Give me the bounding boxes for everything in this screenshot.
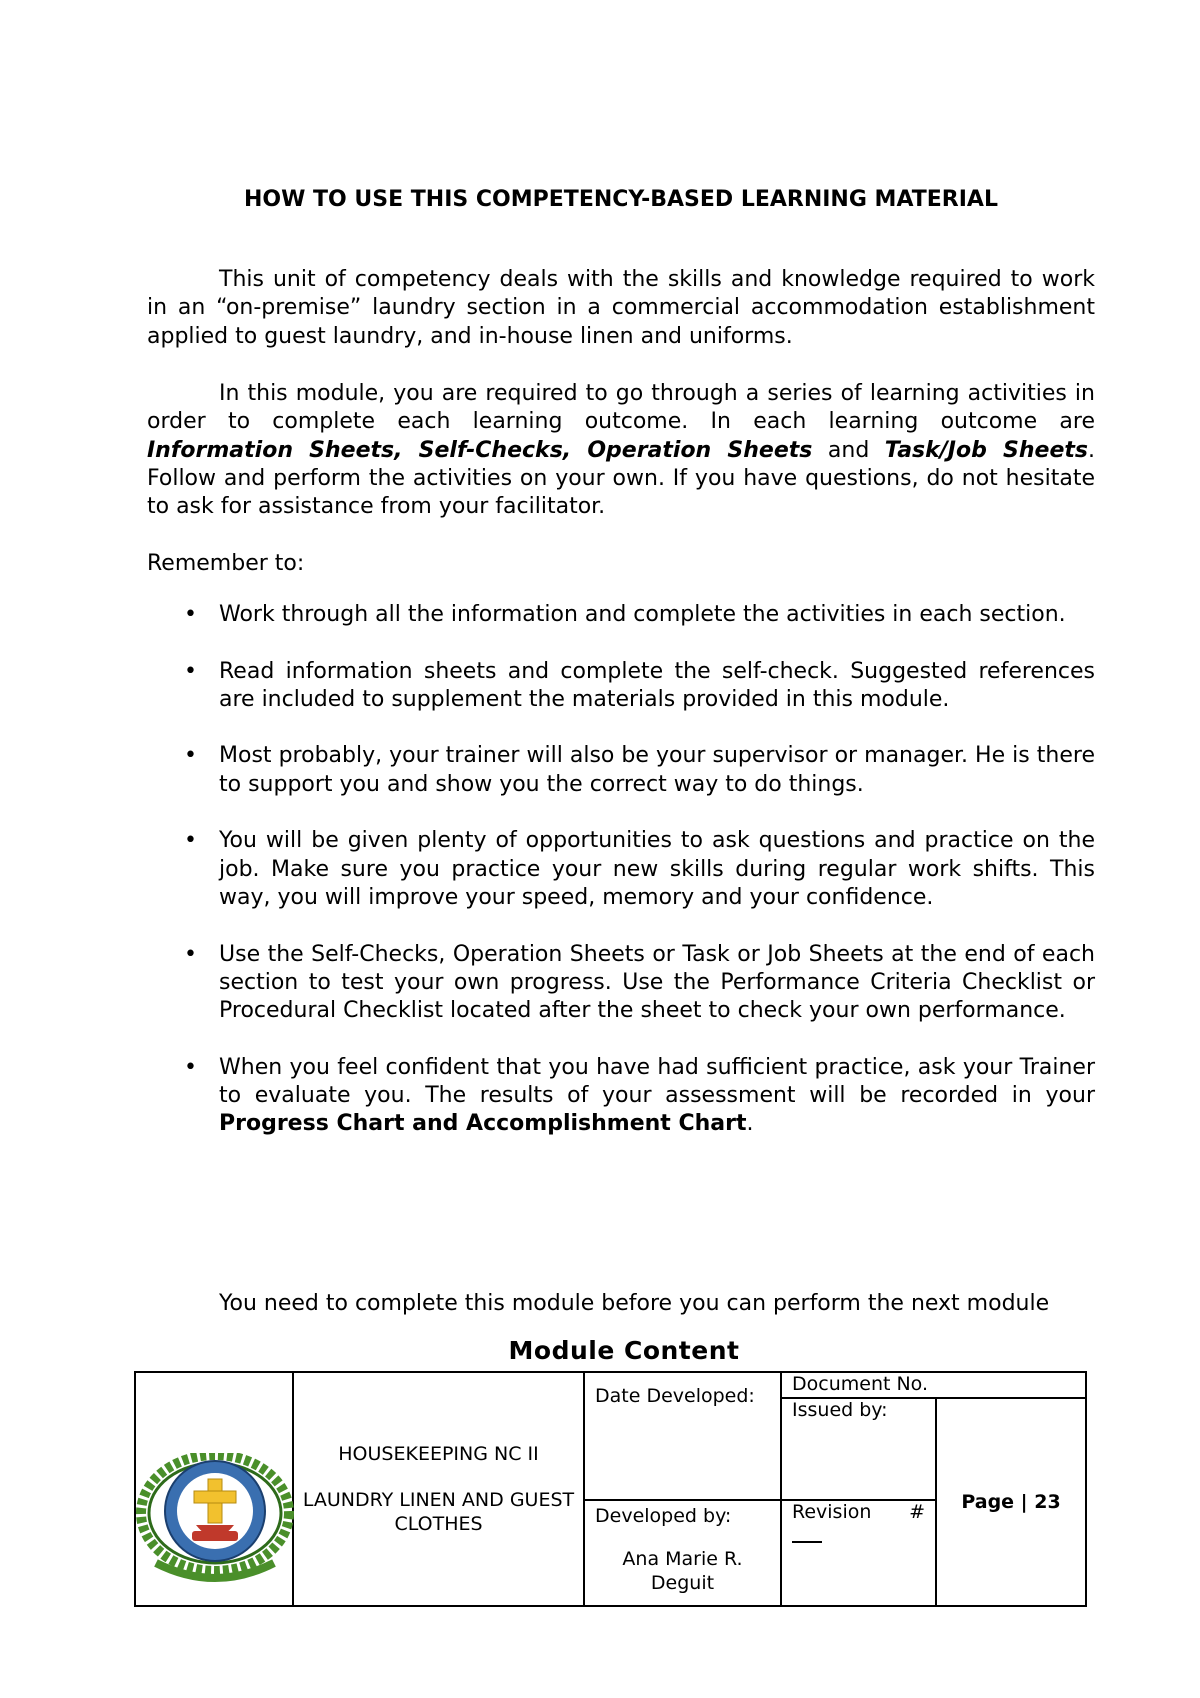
list-item-end: .	[746, 1111, 754, 1137]
list-item	[147, 658, 1095, 715]
date-developed-label: Date Developed:	[595, 1385, 755, 1407]
list-item-text: Work through all the information and complete the activities in each section.	[219, 602, 1066, 627]
developer-name: Ana Marie R. Deguit	[622, 1548, 743, 1594]
bullet-icon: •	[184, 658, 197, 684]
document-footer	[134, 1371, 1085, 1594]
list-item-bold: Progress Chart and Accomplishment Chart	[219, 1111, 747, 1137]
list-item	[147, 1054, 1095, 1139]
list-item-text: Most probably, your trainer will also be your supervisor or manager. He is there to support you and show you the correct way to do things.	[219, 743, 1095, 797]
intro-paragraph: This unit of competency deals with the skills and knowledge required to work in an “on-premise” laundry section in a commercial accommodation establishment applied to guest laundry, and in-house linen and uniforms.	[147, 267, 1095, 349]
course-cell	[293, 1372, 584, 1606]
bullet-icon: •	[184, 828, 197, 854]
module-paragraph-text-2: and	[812, 437, 885, 463]
issued-by-label: Issued by:	[792, 1399, 888, 1421]
footer-table	[134, 1371, 1087, 1607]
bullet-icon: •	[184, 743, 197, 769]
list-item	[147, 827, 1095, 912]
revision-cell	[781, 1500, 936, 1606]
school-seal-logo	[136, 1453, 294, 1583]
module-paragraph-bold-1: Information Sheets, Self-Checks, Operation Sheets	[147, 437, 813, 463]
module-paragraph	[147, 380, 1095, 521]
date-developed-cell	[584, 1372, 781, 1500]
bullet-icon: •	[184, 1054, 197, 1080]
document-number-cell	[781, 1372, 1086, 1398]
module-paragraph-text-3: . Follow and perform the activities on your own. If you have questions, do not hesitate to ask for assistance from your facilitator.	[147, 437, 1095, 520]
list-item	[147, 742, 1095, 799]
list-item	[147, 601, 1095, 629]
developed-by-cell	[584, 1500, 781, 1606]
list-item-text: Use the Self-Checks, Operation Sheets or Task or Job Sheets at the end of each section to test your own progress. Use the Performance Criteria Checklist or Procedural Checklist located after the sheet to check your own performance.	[219, 941, 1095, 1024]
page-number-cell	[936, 1398, 1086, 1606]
module-paragraph-bold-2: Task/Job Sheets	[884, 437, 1088, 463]
document-number-label: Document No.	[792, 1373, 929, 1395]
module-paragraph-text-1: In this module, you are required to go through a series of learning activities in order to complete each learning outcome. In each learning outcome are	[147, 381, 1095, 435]
list-item	[147, 941, 1095, 1026]
course-title: HOUSEKEEPING NC II	[338, 1443, 539, 1465]
page-number: Page | 23	[961, 1491, 1061, 1513]
bullet-icon: •	[184, 602, 197, 627]
revision-label: Revision	[792, 1501, 872, 1523]
issued-by-cell	[781, 1398, 936, 1500]
page-title: HOW TO USE THIS COMPETENCY-BASED LEARNING MATERIAL	[244, 187, 998, 212]
closing-paragraph: You need to complete this module before you can perform the next module	[219, 1291, 1050, 1316]
bullet-icon: •	[184, 941, 197, 967]
revision-number: #	[909, 1501, 925, 1523]
remember-label: Remember to:	[147, 551, 305, 576]
list-item-text: When you feel confident that you have had sufficient practice, ask your Trainer to evaluate you. The results of your assessment will be recorded in your	[219, 1054, 1095, 1109]
developed-by-label: Developed by:	[595, 1505, 732, 1527]
module-title: LAUNDRY LINEN AND GUEST CLOTHES	[302, 1489, 575, 1535]
module-content-heading: Module Content	[508, 1336, 740, 1365]
revision-underline	[792, 1541, 822, 1543]
list-item-text: Read information sheets and complete the self-check. Suggested references are included to supplement the materials provided in this module.	[219, 658, 1095, 712]
logo-cell	[135, 1372, 293, 1606]
remember-list	[147, 601, 1095, 1167]
list-item-text: You will be given plenty of opportunities to ask questions and practice on the job. Make sure you practice your new skills during regular work shifts. This way, you will improve your speed, memory and your confidence.	[219, 828, 1095, 910]
